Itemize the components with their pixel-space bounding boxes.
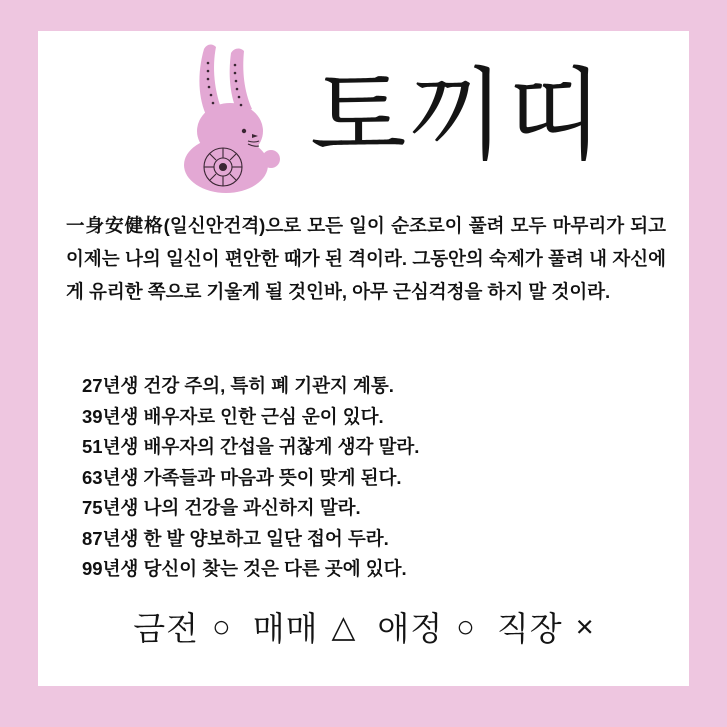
fortune-trade	[253, 603, 378, 650]
fortune-summary-row	[38, 603, 689, 650]
circle-mark-icon: ○	[212, 609, 231, 644]
fortune-love	[377, 603, 497, 650]
fortune-intro-text: 一身安健格(일신안건격)으로 모든 일이 순조로이 풀려 모두 마무리가 되고 이제는 나의 일신이 편안한 때가 된 격이라. 그동안의 숙제가 풀려 내 자신에게 유리한 쪽으로 기울게 될 것인바, 아무 근심걱정을 하지 말 것이라.	[66, 215, 666, 302]
page-title: 토끼띠	[310, 60, 606, 172]
list-item: 87년생 한 발 양보하고 일단 접어 두라.	[82, 527, 389, 549]
list-item: 51년생 배우자의 간섭을 귀찮게 생각 말라.	[82, 436, 420, 457]
fortune-work-label: 직장	[496, 610, 563, 647]
fortune-money-label: 금전	[133, 610, 200, 647]
triangle-mark-icon: △	[331, 609, 356, 644]
list-item: 39년생 배우자로 인한 근심 운이 있다.	[82, 405, 384, 427]
cross-mark-icon: ×	[575, 609, 594, 644]
circle-mark-icon: ○	[456, 609, 475, 644]
rabbit-illustration-icon	[168, 43, 298, 193]
birth-year-list	[82, 371, 662, 585]
list-item: 63년생 가족들과 마음과 뜻이 맞게 된다.	[82, 466, 402, 488]
fortune-trade-label: 매매	[252, 610, 319, 647]
fortune-money	[133, 603, 253, 650]
fortune-love-label: 애정	[377, 610, 444, 647]
list-item: 75년생 나의 건강을 과신하지 말라.	[82, 497, 361, 518]
list-item: 99년생 당신이 찾는 것은 다른 곳에 있다.	[82, 558, 407, 579]
card-header	[38, 31, 689, 191]
fortune-work	[497, 603, 594, 650]
list-item: 27년생 건강 주의, 특히 폐 기관지 계통.	[82, 375, 394, 396]
fortune-card	[38, 31, 689, 686]
